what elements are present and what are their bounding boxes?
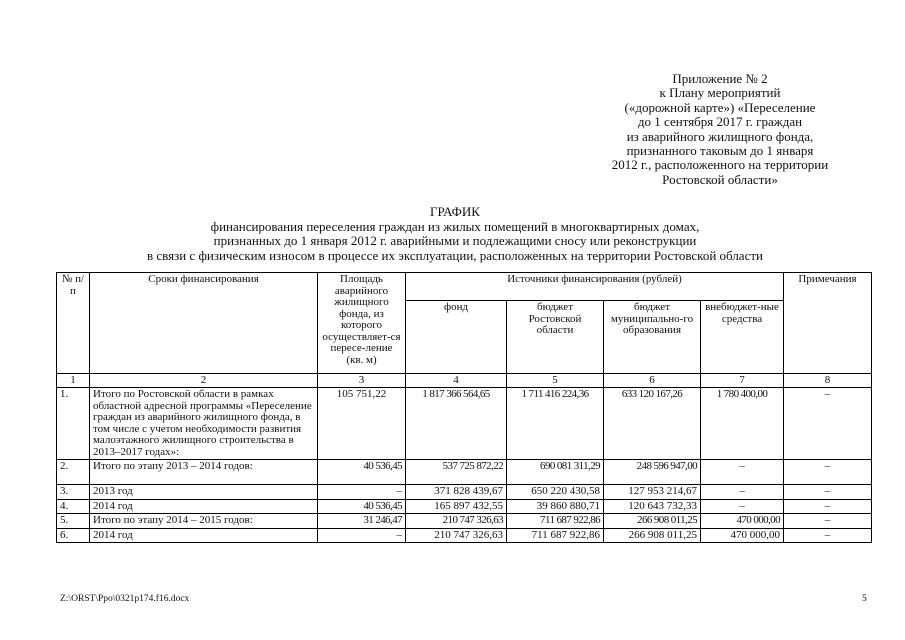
appendix-note [560,72,880,187]
header-municipal: бюджет муниципально-го образования [604,301,701,374]
row-fund: 210 747 326,63 [406,514,507,529]
appendix-line: («дорожной карте») «Переселение [624,99,816,115]
row-number: 6. [57,528,90,543]
table-row [57,460,872,485]
row-notes: – [784,460,872,485]
row-period: Итого по этапу 2014 – 2015 годов: [90,514,318,529]
row-period: 2013 год [90,485,318,500]
title-line: финансирования переселения граждан из жилых помещений в многоквартирных домах, [210,218,700,234]
header-sources: Источники финансирования (рублей) [406,273,784,301]
document-title [40,205,870,263]
row-number: 2. [57,460,90,485]
row-regional: 690 081 311,29 [507,460,604,485]
row-municipal: 120 643 732,33 [604,499,701,514]
row-extra: 470 000,00 [701,528,784,543]
financing-table [56,272,872,543]
row-municipal: 266 908 011,25 [604,514,701,529]
row-number: 3. [57,485,90,500]
row-fund: 537 725 872,22 [406,460,507,485]
appendix-line: Приложение № 2 [672,71,768,86]
column-number: 3 [318,374,406,388]
row-number: 4. [57,499,90,514]
header-extra: внебюджет-ные средства [701,301,784,374]
table-row [57,528,872,543]
column-number: 1 [57,374,90,388]
row-notes: – [784,485,872,500]
row-area: 40 536,45 [318,460,406,485]
column-number: 4 [406,374,507,388]
table-row [57,514,872,529]
row-extra: 470 000,00 [701,514,784,529]
row-period: 2014 год [90,499,318,514]
row-regional: 711 687 922,86 [507,528,604,543]
column-number-row [57,374,872,388]
title-line: в связи с физическим износом в процессе их эксплуатации, расположенных на территории Ростовской области [146,247,763,263]
table-row [57,499,872,514]
row-extra: – [701,485,784,500]
row-extra: 1 780 400,00 [701,388,784,460]
row-fund: 165 897 432,55 [406,499,507,514]
appendix-line: 2012 г., расположенного на территории [611,157,829,173]
row-extra: – [701,460,784,485]
column-number: 6 [604,374,701,388]
row-regional: 39 860 880,71 [507,499,604,514]
header-fund: фонд [406,301,507,374]
row-area: 40 536,45 [318,499,406,514]
row-regional: 1 711 416 224,36 [507,388,604,460]
row-notes: – [784,528,872,543]
header-num: № п/п [57,273,90,374]
header-period: Сроки финансирования [90,273,318,374]
row-municipal: 633 120 167,26 [604,388,701,460]
page-number: 5 [862,594,867,604]
column-number: 8 [784,374,872,388]
appendix-line: к Плану мероприятий [659,85,781,101]
row-area: 31 246,47 [318,514,406,529]
row-regional: 711 687 922,86 [507,514,604,529]
row-fund: 371 828 439,67 [406,485,507,500]
column-number: 2 [90,374,318,388]
header-regional: бюджет Ростовской области [507,301,604,374]
row-notes: – [784,388,872,460]
header-row [57,273,872,301]
row-notes: – [784,514,872,529]
row-fund: 210 747 326,63 [406,528,507,543]
header-notes: Примечания [784,273,872,374]
appendix-line: до 1 сентября 2017 г. граждан [637,114,803,130]
row-number: 1. [57,388,90,460]
row-regional: 650 220 430,58 [507,485,604,500]
column-number: 7 [701,374,784,388]
row-period: 2014 год [90,528,318,543]
file-path: Z:\ORST\Ppo\0321p174.f16.docx [60,594,190,604]
row-area: – [318,485,406,500]
row-extra: – [701,499,784,514]
row-period: Итого по Ростовской области в рамках областной адресной программы «Переселение граждан из аварийного жилищного фонда, в том числе с учетом необходимости развития малоэтажного жилищного строительства в 2013–2017 годах»: [90,388,318,460]
row-municipal: 127 953 214,67 [604,485,701,500]
appendix-line: из аварийного жилищного фонда, [626,128,814,144]
appendix-line: Ростовской области» [662,171,778,187]
row-fund: 1 817 366 564,65 [406,388,507,460]
row-period: Итого по этапу 2013 – 2014 годов: [90,460,318,485]
row-area: 105 751,22 [318,388,406,460]
row-municipal: 248 596 947,00 [604,460,701,485]
row-municipal: 266 908 011,25 [604,528,701,543]
appendix-line: признанного таковым до 1 января [626,143,814,159]
row-area: – [318,528,406,543]
table-row [57,485,872,500]
column-number: 5 [507,374,604,388]
header-area: Площадь аварийного жилищного фонда, из которого осуществляет-ся пересе-ление (кв. м) [318,273,406,374]
row-number: 5. [57,514,90,529]
row-notes: – [784,499,872,514]
title-line: признанных до 1 января 2012 г. аварийными и подлежащими сносу или реконструкции [213,233,697,248]
title-heading: ГРАФИК [430,204,480,219]
table-row [57,388,872,460]
